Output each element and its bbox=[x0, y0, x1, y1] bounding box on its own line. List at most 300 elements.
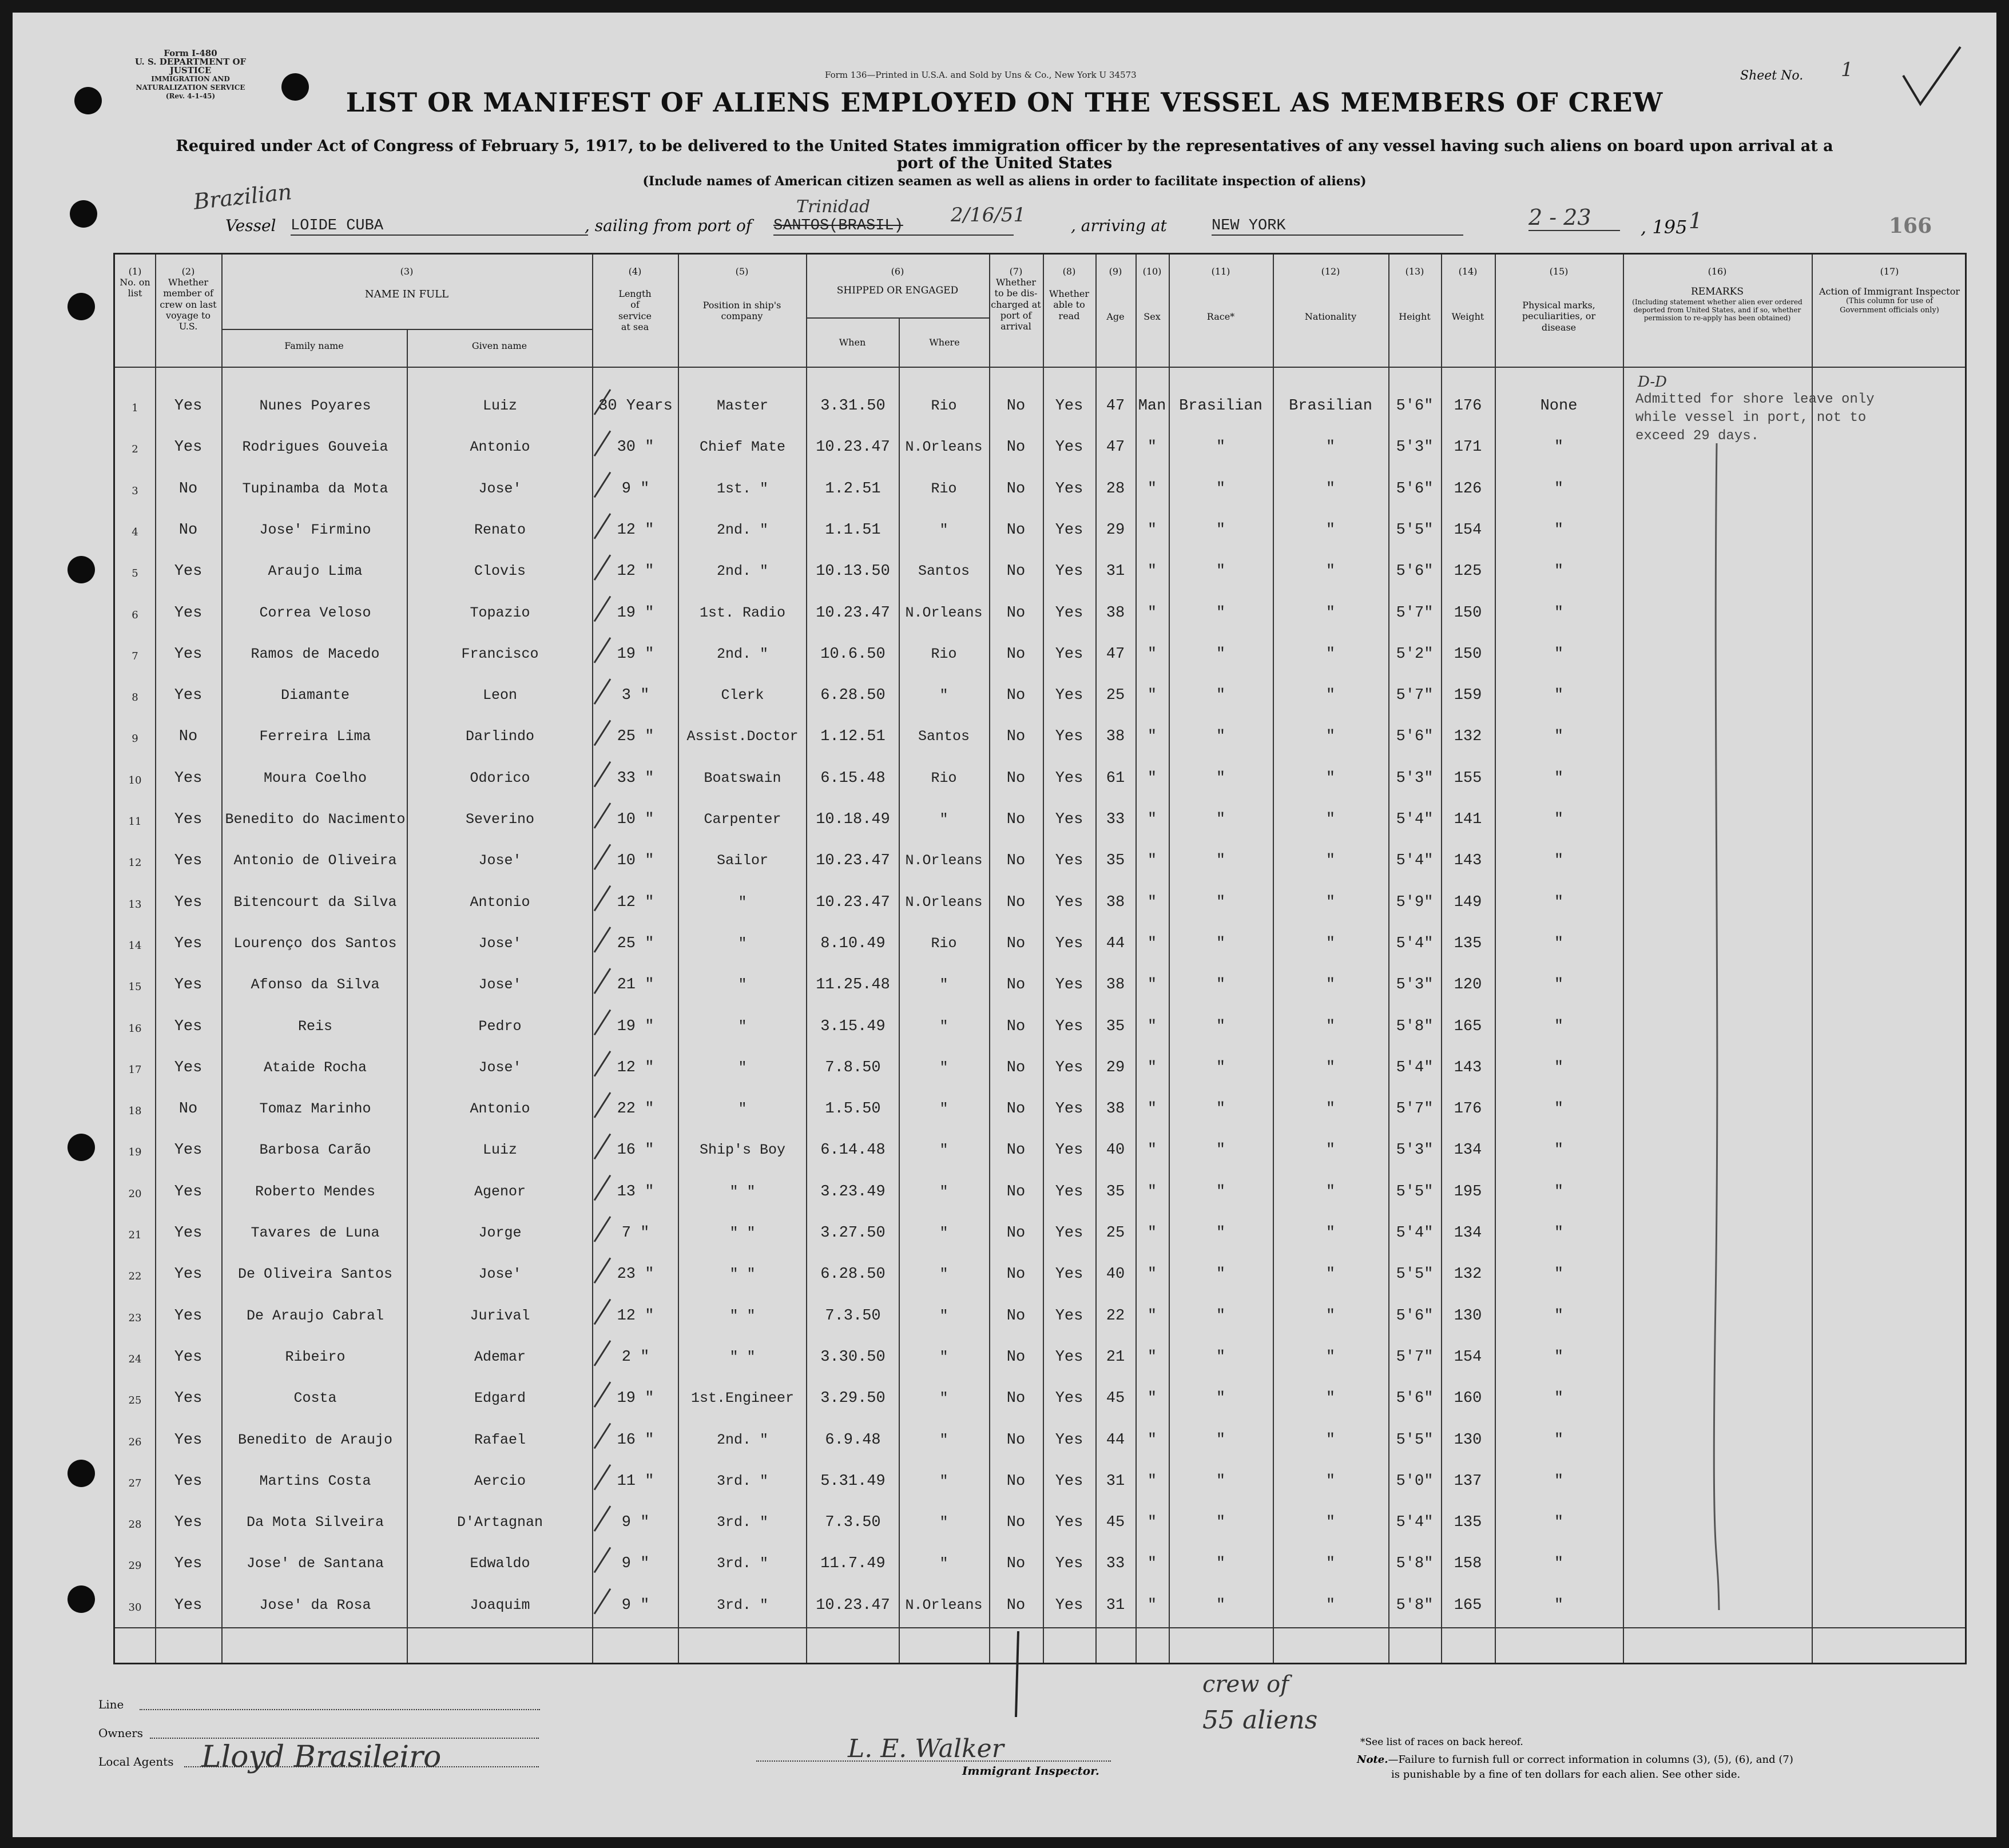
signature-stroke bbox=[1008, 1631, 1025, 1723]
cell-given: Jose' bbox=[478, 935, 522, 952]
cell-height: 5'5" bbox=[1396, 1431, 1434, 1449]
cell-height: 5'3" bbox=[1396, 1142, 1434, 1159]
cell-position: Carpenter bbox=[704, 811, 781, 828]
cell-sex: " bbox=[1147, 439, 1157, 456]
cell-read: Yes bbox=[1055, 1348, 1083, 1366]
row-number: 10 bbox=[128, 774, 142, 786]
cell-given: Topazio bbox=[470, 604, 530, 621]
row-number: 22 bbox=[128, 1270, 142, 1283]
cell-height: 5'4" bbox=[1396, 935, 1434, 952]
row-number: 4 bbox=[132, 526, 138, 538]
cell-height: 5'3" bbox=[1396, 976, 1434, 994]
printer-line: Form 136—Printed in U.S.A. and Sold by Uns & Co., New York U 34573 bbox=[825, 70, 1137, 80]
punch-hole bbox=[68, 1134, 95, 1161]
cell-read: Yes bbox=[1055, 935, 1083, 952]
cell-weight: 132 bbox=[1454, 728, 1482, 746]
cell-position: 3rd. " bbox=[716, 1472, 768, 1489]
cell-position: Master bbox=[716, 398, 768, 414]
cell-height: 5'4" bbox=[1396, 1514, 1434, 1532]
cell-age: 44 bbox=[1106, 1431, 1125, 1449]
row-number: 3 bbox=[132, 484, 138, 497]
cell-race: " bbox=[1216, 1018, 1226, 1035]
cell-when: 1.12.51 bbox=[820, 728, 886, 746]
cell-disch: No bbox=[1006, 687, 1026, 705]
cell-given: Jose' bbox=[478, 976, 522, 993]
cell-weight: 165 bbox=[1454, 1018, 1482, 1035]
cell-nat: " bbox=[1325, 1348, 1336, 1366]
cell-read: Yes bbox=[1055, 1307, 1083, 1325]
cell-disch: No bbox=[1006, 1225, 1026, 1242]
cell-given: Darlindo bbox=[465, 728, 535, 745]
cell-where: " bbox=[939, 1059, 948, 1076]
cell-read: Yes bbox=[1055, 1472, 1083, 1490]
cell-prev: Yes bbox=[174, 976, 203, 994]
cell-read: Yes bbox=[1055, 893, 1083, 911]
cell-age: 29 bbox=[1106, 521, 1125, 539]
col3-header: (3) NAME IN FULL bbox=[364, 266, 449, 301]
row-number: 20 bbox=[128, 1187, 142, 1200]
department-name: U. S. DEPARTMENT OF JUSTICE bbox=[134, 57, 247, 75]
cell-height: 5'6" bbox=[1396, 1307, 1434, 1325]
cell-age: 35 bbox=[1106, 852, 1125, 870]
cell-prev: Yes bbox=[174, 1390, 203, 1408]
cell-marks: " bbox=[1554, 728, 1564, 746]
cell-height: 5'6" bbox=[1396, 1390, 1434, 1408]
cell-nat: " bbox=[1325, 1142, 1336, 1159]
cell-when: 7.3.50 bbox=[825, 1514, 881, 1532]
local-agents-handwritten: Lloyd Brasileiro bbox=[201, 1740, 442, 1774]
cell-where: " bbox=[939, 811, 948, 828]
cell-position: 3rd. " bbox=[716, 1596, 768, 1613]
col1-header: (1) No. on list bbox=[120, 266, 150, 299]
cell-when: 10.23.47 bbox=[816, 439, 890, 456]
cell-service: 22 " bbox=[617, 1100, 654, 1118]
cell-age: 35 bbox=[1106, 1018, 1125, 1035]
cell-given: Edgard bbox=[474, 1390, 526, 1407]
cell-weight: 141 bbox=[1454, 811, 1482, 828]
cell-race: " bbox=[1216, 1514, 1226, 1532]
cell-nat: " bbox=[1325, 1059, 1336, 1076]
cell-position: Chief Mate bbox=[699, 439, 786, 456]
cell-weight: 132 bbox=[1454, 1266, 1482, 1283]
cell-race: " bbox=[1216, 1555, 1226, 1573]
cell-race: " bbox=[1216, 687, 1226, 705]
cell-family: De Araujo Cabral bbox=[246, 1307, 384, 1324]
cell-given: Antonio bbox=[470, 439, 530, 456]
cell-where: " bbox=[939, 1266, 948, 1283]
cell-marks: " bbox=[1554, 1596, 1564, 1614]
cell-read: Yes bbox=[1055, 645, 1083, 663]
where-header: Where bbox=[929, 337, 960, 348]
cell-age: 22 bbox=[1106, 1307, 1125, 1325]
cell-where: Santos bbox=[918, 728, 970, 745]
cell-sex: " bbox=[1147, 1431, 1157, 1449]
cell-where: " bbox=[939, 1348, 948, 1365]
cell-family: Ferreira Lima bbox=[259, 728, 371, 745]
cell-weight: 195 bbox=[1454, 1183, 1482, 1201]
sailing-port: SANTOS(BRASIL) bbox=[773, 217, 1014, 236]
service-tick-marks bbox=[593, 363, 650, 1622]
cell-weight: 158 bbox=[1454, 1555, 1482, 1573]
cell-disch: No bbox=[1006, 1348, 1026, 1366]
cell-service: 19 " bbox=[617, 1390, 654, 1408]
cell-nat: " bbox=[1325, 769, 1336, 787]
cell-sex: " bbox=[1147, 1183, 1157, 1201]
cell-read: Yes bbox=[1055, 1266, 1083, 1283]
cell-prev: Yes bbox=[174, 1225, 203, 1242]
col11-header: (11) Race* bbox=[1206, 266, 1235, 323]
cell-where: " bbox=[939, 1307, 948, 1324]
cell-marks: " bbox=[1554, 811, 1564, 828]
cell-position: " bbox=[738, 1059, 747, 1076]
arriving-port: NEW YORK bbox=[1212, 217, 1463, 236]
cell-nat: " bbox=[1325, 1514, 1336, 1532]
cell-prev: Yes bbox=[174, 935, 203, 952]
cell-when: 3.30.50 bbox=[820, 1348, 886, 1366]
cell-read: Yes bbox=[1055, 852, 1083, 870]
cell-weight: 154 bbox=[1454, 1348, 1482, 1366]
cell-sex: " bbox=[1147, 1514, 1157, 1532]
cell-age: 38 bbox=[1106, 728, 1125, 746]
cell-where: N.Orleans bbox=[905, 1596, 983, 1613]
cell-read: Yes bbox=[1055, 1142, 1083, 1159]
cell-nat: " bbox=[1325, 439, 1336, 456]
cell-given: Francisco bbox=[461, 645, 539, 662]
cell-height: 5'8" bbox=[1396, 1596, 1434, 1614]
service-name: IMMIGRATION AND NATURALIZATION SERVICE bbox=[136, 75, 245, 92]
cell-service: 9 " bbox=[621, 1555, 650, 1573]
cell-prev: Yes bbox=[174, 1266, 203, 1283]
cell-family: Benedito de Araujo bbox=[237, 1431, 393, 1448]
col7-header: (7) Whether to be dis-charged at port of arrival bbox=[991, 266, 1041, 332]
cell-where: " bbox=[939, 976, 948, 993]
cell-marks: " bbox=[1554, 645, 1564, 663]
remarks-mark: D-D bbox=[1638, 373, 1667, 391]
local-agents-label: Local Agents bbox=[98, 1755, 174, 1768]
cell-prev: Yes bbox=[174, 645, 203, 663]
cell-disch: No bbox=[1006, 1307, 1026, 1325]
cell-race: " bbox=[1216, 728, 1226, 746]
row-number: 29 bbox=[128, 1560, 142, 1572]
sailing-date-handwritten: 2/16/51 bbox=[951, 204, 1026, 226]
cell-when: 10.23.47 bbox=[816, 852, 890, 870]
cell-height: 5'2" bbox=[1396, 645, 1434, 663]
cell-where: Rio bbox=[931, 480, 957, 497]
cell-position: " bbox=[738, 1100, 747, 1118]
cell-height: 5'5" bbox=[1396, 1266, 1434, 1283]
cell-when: 8.10.49 bbox=[820, 935, 886, 952]
cell-disch: No bbox=[1006, 398, 1026, 415]
cell-prev: Yes bbox=[174, 1596, 203, 1614]
cell-family: Araujo Lima bbox=[268, 563, 363, 580]
when-header: When bbox=[839, 337, 866, 348]
cell-when: 7.8.50 bbox=[825, 1059, 881, 1076]
cell-where: " bbox=[939, 1431, 948, 1448]
cell-where: " bbox=[939, 1142, 948, 1159]
row-number: 11 bbox=[128, 816, 142, 828]
cell-position: " bbox=[738, 1018, 747, 1035]
cell-given: Edwaldo bbox=[470, 1555, 530, 1572]
vessel-name: LOIDE CUBA bbox=[291, 217, 588, 236]
cell-race: " bbox=[1216, 976, 1226, 994]
cell-service: 10 " bbox=[617, 811, 654, 828]
cell-read: Yes bbox=[1055, 604, 1083, 622]
year-label: , 195 bbox=[1641, 216, 1688, 238]
cell-age: 31 bbox=[1106, 1596, 1125, 1614]
cell-given: Agenor bbox=[474, 1183, 526, 1200]
line-label: Line bbox=[98, 1698, 124, 1711]
cell-race: " bbox=[1216, 1431, 1226, 1449]
cell-sex: " bbox=[1147, 728, 1157, 746]
cell-age: 25 bbox=[1106, 1225, 1125, 1242]
cell-height: 5'9" bbox=[1396, 893, 1434, 911]
cell-weight: 134 bbox=[1454, 1225, 1482, 1242]
cell-when: 1.1.51 bbox=[825, 521, 881, 539]
cell-service: 23 " bbox=[617, 1266, 654, 1283]
cell-position: Clerk bbox=[721, 687, 764, 704]
cell-given: Jose' bbox=[478, 480, 522, 497]
cell-weight: 135 bbox=[1454, 935, 1482, 952]
cell-nat: " bbox=[1325, 1307, 1336, 1325]
cell-height: 5'4" bbox=[1396, 1225, 1434, 1242]
cell-age: 29 bbox=[1106, 1059, 1125, 1076]
row-number: 13 bbox=[128, 898, 142, 911]
cell-disch: No bbox=[1006, 1142, 1026, 1159]
cell-marks: " bbox=[1554, 480, 1564, 498]
inspector-signature: L. E. Walker bbox=[848, 1734, 1004, 1763]
cell-disch: No bbox=[1006, 1555, 1026, 1573]
cell-read: Yes bbox=[1055, 1100, 1083, 1118]
cell-marks: " bbox=[1554, 563, 1564, 581]
cell-disch: No bbox=[1006, 604, 1026, 622]
cell-prev: Yes bbox=[174, 604, 203, 622]
cell-race: " bbox=[1216, 769, 1226, 787]
cell-prev: No bbox=[178, 521, 198, 539]
cell-height: 5'4" bbox=[1396, 811, 1434, 828]
punch-hole bbox=[68, 1460, 95, 1487]
cell-nat: " bbox=[1325, 1266, 1336, 1283]
cell-nat: " bbox=[1325, 1018, 1336, 1035]
flag-handwritten: Brazilian bbox=[192, 179, 293, 214]
cell-sex: " bbox=[1147, 1100, 1157, 1118]
row-number: 6 bbox=[132, 609, 138, 621]
cell-position: 2nd. " bbox=[716, 563, 768, 580]
cell-service: 16 " bbox=[617, 1431, 654, 1449]
cell-family: Afonso da Silva bbox=[251, 976, 380, 993]
col12-header: (12) Nationality bbox=[1304, 266, 1357, 323]
cell-read: Yes bbox=[1055, 521, 1083, 539]
cell-where: " bbox=[939, 687, 948, 704]
cell-service: 12 " bbox=[617, 1307, 654, 1325]
cell-service: 9 " bbox=[621, 480, 650, 498]
cell-family: Tomaz Marinho bbox=[259, 1100, 371, 1118]
cell-when: 11.25.48 bbox=[816, 976, 890, 994]
cell-read: Yes bbox=[1055, 398, 1083, 415]
remarks-ditto-line bbox=[1705, 443, 1728, 1616]
cell-when: 7.3.50 bbox=[825, 1307, 881, 1325]
cell-service: 12 " bbox=[617, 563, 654, 581]
cell-when: 10.6.50 bbox=[820, 645, 886, 663]
row-number: 16 bbox=[128, 1022, 142, 1035]
row-number: 30 bbox=[128, 1601, 142, 1613]
cell-marks: " bbox=[1554, 1390, 1564, 1408]
crew-note-2: 55 aliens bbox=[1202, 1706, 1318, 1735]
cell-where: Rio bbox=[931, 398, 957, 414]
cell-when: 6.14.48 bbox=[820, 1142, 886, 1159]
cell-nat: " bbox=[1325, 728, 1336, 746]
cell-when: 6.28.50 bbox=[820, 687, 886, 705]
cell-sex: " bbox=[1147, 687, 1157, 705]
cell-family: De Oliveira Santos bbox=[237, 1266, 393, 1283]
cell-height: 5'5" bbox=[1396, 1183, 1434, 1201]
cell-when: 10.13.50 bbox=[816, 563, 890, 581]
cell-sex: " bbox=[1147, 811, 1157, 828]
note-text-1: —Failure to furnish full or correct information in columns (3), (5), (6), and (7) bbox=[1388, 1754, 1793, 1766]
cell-prev: Yes bbox=[174, 1348, 203, 1366]
punch-hole bbox=[68, 556, 95, 583]
punch-hole bbox=[70, 200, 97, 228]
cell-when: 10.23.47 bbox=[816, 604, 890, 622]
cell-service: 30 Years bbox=[598, 398, 673, 415]
cell-when: 3.23.49 bbox=[820, 1183, 886, 1201]
cell-family: Reis bbox=[297, 1018, 332, 1035]
cell-height: 5'6" bbox=[1396, 563, 1434, 581]
cell-read: Yes bbox=[1055, 480, 1083, 498]
cell-age: 38 bbox=[1106, 1100, 1125, 1118]
crew-note-1: crew of bbox=[1202, 1671, 1289, 1698]
cell-service: 21 " bbox=[617, 976, 654, 994]
cell-disch: No bbox=[1006, 769, 1026, 787]
cell-height: 5'7" bbox=[1396, 1100, 1434, 1118]
cell-disch: No bbox=[1006, 976, 1026, 994]
cell-service: 12 " bbox=[617, 1059, 654, 1076]
cell-prev: Yes bbox=[174, 852, 203, 870]
cell-nat: " bbox=[1325, 1472, 1336, 1490]
cell-disch: No bbox=[1006, 728, 1026, 746]
cell-race: Brasilian bbox=[1179, 398, 1262, 415]
inspector-label: Immigrant Inspector. bbox=[962, 1764, 1099, 1778]
cell-prev: Yes bbox=[174, 1059, 203, 1076]
note-label: Note. bbox=[1357, 1754, 1388, 1766]
cell-race: " bbox=[1216, 1307, 1226, 1325]
cell-position: 2nd. " bbox=[716, 1431, 768, 1448]
cell-family: Costa bbox=[293, 1390, 337, 1407]
col14-header: (14) Weight bbox=[1451, 266, 1484, 323]
cell-given: Luiz bbox=[482, 1142, 517, 1159]
cell-given: Jose' bbox=[478, 1266, 522, 1283]
cell-family: Da Mota Silveira bbox=[246, 1514, 384, 1531]
cell-when: 10.23.47 bbox=[816, 893, 890, 911]
cell-where: " bbox=[939, 1472, 948, 1489]
cell-nat: " bbox=[1325, 1183, 1336, 1201]
cell-when: 11.7.49 bbox=[820, 1555, 886, 1573]
cell-position: " bbox=[738, 893, 747, 911]
cell-height: 5'6" bbox=[1396, 728, 1434, 746]
cell-race: " bbox=[1216, 1390, 1226, 1408]
cell-disch: No bbox=[1006, 852, 1026, 870]
cell-service: 19 " bbox=[617, 1018, 654, 1035]
cell-height: 5'3" bbox=[1396, 439, 1434, 456]
cell-where: N.Orleans bbox=[905, 852, 983, 869]
cell-weight: 155 bbox=[1454, 769, 1482, 787]
cell-race: " bbox=[1216, 1183, 1226, 1201]
cell-sex: Man bbox=[1138, 398, 1166, 415]
cell-weight: 130 bbox=[1454, 1431, 1482, 1449]
col2-header: (2) Whether member of crew on last voyage to U.S. bbox=[160, 266, 217, 332]
cell-age: 31 bbox=[1106, 1472, 1125, 1490]
cell-prev: Yes bbox=[174, 811, 203, 828]
requirement-line-3: (Include names of American citizen seamen as well as aliens in order to facilitate inspection of aliens) bbox=[642, 174, 1367, 189]
cell-position: 2nd. " bbox=[716, 521, 768, 538]
cell-disch: No bbox=[1006, 1018, 1026, 1035]
cell-age: 45 bbox=[1106, 1390, 1125, 1408]
cell-race: " bbox=[1216, 852, 1226, 870]
cell-height: 5'5" bbox=[1396, 521, 1434, 539]
cell-position: " bbox=[738, 935, 747, 952]
cell-race: " bbox=[1216, 1266, 1226, 1283]
cell-read: Yes bbox=[1055, 811, 1083, 828]
cell-marks: " bbox=[1554, 1183, 1564, 1201]
cell-read: Yes bbox=[1055, 687, 1083, 705]
cell-when: 3.27.50 bbox=[820, 1225, 886, 1242]
cell-where: " bbox=[939, 1183, 948, 1200]
cell-weight: 160 bbox=[1454, 1390, 1482, 1408]
cell-sex: " bbox=[1147, 480, 1157, 498]
cell-disch: No bbox=[1006, 1100, 1026, 1118]
cell-position: 1st.Engineer bbox=[690, 1390, 795, 1407]
cell-weight: 165 bbox=[1454, 1596, 1482, 1614]
col10-header: (10) Sex bbox=[1142, 266, 1162, 323]
cell-family: Moura Coelho bbox=[263, 769, 367, 786]
col8-header: (8) Whether able to read bbox=[1049, 266, 1090, 321]
cell-nat: " bbox=[1325, 521, 1336, 539]
cell-weight: 150 bbox=[1454, 604, 1482, 622]
cell-disch: No bbox=[1006, 1183, 1026, 1201]
cell-given: Luiz bbox=[482, 398, 517, 414]
cell-service: 9 " bbox=[621, 1514, 650, 1532]
row-number: 2 bbox=[132, 443, 138, 456]
cell-race: " bbox=[1216, 439, 1226, 456]
row-number: 28 bbox=[128, 1519, 142, 1531]
cell-age: 44 bbox=[1106, 935, 1125, 952]
cell-when: 6.9.48 bbox=[825, 1431, 881, 1449]
cell-read: Yes bbox=[1055, 1225, 1083, 1242]
cell-when: 3.31.50 bbox=[820, 398, 886, 415]
row-number: 21 bbox=[128, 1229, 142, 1241]
cell-age: 33 bbox=[1106, 1555, 1125, 1573]
col17-header: (17) Action of Immigrant Inspector (This column for use of Government officials only) bbox=[1819, 266, 1960, 315]
cell-height: 5'7" bbox=[1396, 687, 1434, 705]
requirement-line-1: Required under Act of Congress of February 5, 1917, to be delivered to the United States immigration officer by the representatives of any vessel having such aliens on board upon arrival at a bbox=[176, 137, 1833, 155]
cell-weight: 143 bbox=[1454, 1059, 1482, 1076]
cell-position: Ship's Boy bbox=[699, 1142, 786, 1159]
cell-prev: No bbox=[178, 480, 198, 498]
cell-read: Yes bbox=[1055, 1596, 1083, 1614]
cell-family: Ataide Rocha bbox=[263, 1059, 367, 1076]
cell-position: " " bbox=[729, 1266, 756, 1283]
given-name-header: Given name bbox=[471, 340, 527, 351]
cell-service: 9 " bbox=[621, 1596, 650, 1614]
manifest-sheet bbox=[13, 13, 1996, 1837]
cell-disch: No bbox=[1006, 1390, 1026, 1408]
cell-race: " bbox=[1216, 1225, 1226, 1242]
cell-nat: " bbox=[1325, 852, 1336, 870]
cell-race: " bbox=[1216, 645, 1226, 663]
cell-where: " bbox=[939, 1555, 948, 1572]
cell-marks: " bbox=[1554, 1018, 1564, 1035]
cell-height: 5'4" bbox=[1396, 1059, 1434, 1076]
cell-sex: " bbox=[1147, 1307, 1157, 1325]
